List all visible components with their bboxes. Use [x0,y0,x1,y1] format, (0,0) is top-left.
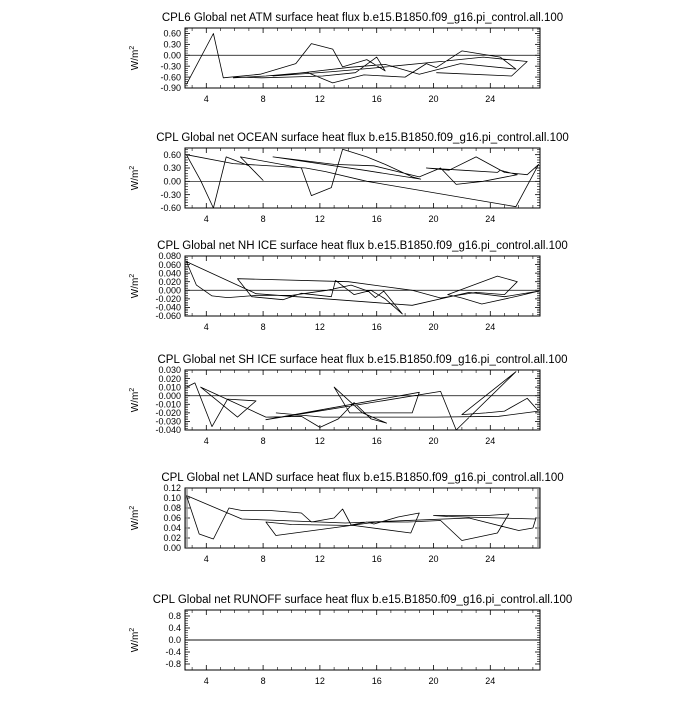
x-tick-label: 24 [485,436,496,446]
x-tick-label: 24 [485,214,496,224]
y-tick-label: -0.90 [160,83,181,94]
x-tick-label: 16 [371,436,382,446]
chart-panel-1 [129,132,569,224]
x-tick-label: 4 [203,554,209,564]
x-tick-label: 20 [428,214,439,224]
x-tick-label: 12 [314,214,325,224]
x-tick-label: 8 [260,554,266,564]
y-tick-label: 0.02 [163,533,181,544]
y-axis-label: $W/m^2$ [129,505,141,531]
chart-title: CPL Global net RUNOFF surface heat flux b.e15.B1850.f09_g16.pi_control.all.100 [152,594,573,606]
y-tick-label: 0.00 [163,543,181,554]
y-tick-label: 0.010 [158,382,181,393]
x-tick-label: 16 [371,214,382,224]
chart-panel-2 [129,240,568,332]
chart-title: CPL Global net LAND surface heat flux b.e15.B1850.f09_g16.pi_control.all.100 [161,472,564,484]
y-tick-label: 0.00 [163,176,181,187]
x-tick-label: 20 [428,554,439,564]
y-tick-label: -0.8 [165,659,181,670]
data-series-line [186,372,538,430]
y-tick-label: 0.030 [158,365,181,376]
y-tick-label: 0.30 [163,163,181,174]
y-tick-label: 0.10 [163,493,181,504]
data-series-line [186,262,538,314]
x-tick-label: 24 [485,554,496,564]
y-tick-label: -0.010 [155,399,181,410]
y-tick-label: -0.4 [165,647,181,658]
x-tick-label: 12 [314,322,325,332]
x-tick-label: 16 [371,322,382,332]
data-series-line [186,496,535,541]
x-tick-label: 24 [485,94,496,104]
y-tick-label: -0.060 [155,311,181,322]
y-tick-label: 0.04 [163,523,181,534]
chart-panel-4 [129,472,564,564]
x-tick-label: 20 [428,676,439,686]
y-tick-label: -0.040 [155,302,181,313]
y-axis-label: $W/m^2$ [129,273,141,299]
chart-title: CPL Global net NH ICE surface heat flux b.e15.B1850.f09_g16.pi_control.all.100 [157,240,568,252]
x-tick-label: 12 [314,676,325,686]
y-tick-label: -0.30 [160,189,181,200]
data-series-line [186,34,527,85]
y-axis-label: $W/m^2$ [129,627,141,653]
y-tick-label: 0.30 [163,39,181,50]
chart-title: CPL Global net SH ICE surface heat flux b.e15.B1850.f09_g16.pi_control.all.100 [157,354,568,366]
y-tick-label: 0.020 [158,373,181,384]
x-tick-label: 12 [314,94,325,104]
plot-frame [185,148,540,208]
x-tick-label: 24 [485,322,496,332]
y-tick-label: 0.000 [158,390,181,401]
y-tick-label: -0.020 [155,294,181,305]
x-tick-label: 16 [371,676,382,686]
x-tick-label: 8 [260,214,266,224]
x-tick-label: 4 [203,436,209,446]
data-series-line [186,149,538,208]
plot-frame [185,28,540,88]
x-tick-label: 16 [371,554,382,564]
x-tick-label: 20 [428,322,439,332]
x-tick-label: 4 [203,322,209,332]
y-axis-label: $W/m^2$ [129,45,141,71]
chart-panel-5 [129,594,572,686]
plot-frame [185,256,540,316]
y-tick-label: -0.030 [155,416,181,427]
x-tick-label: 8 [260,676,266,686]
x-tick-label: 20 [428,94,439,104]
x-tick-label: 8 [260,322,266,332]
y-tick-label: 0.0 [168,635,181,646]
y-tick-label: 0.60 [163,149,181,160]
y-tick-label: 0.040 [158,268,181,279]
y-tick-label: 0.020 [158,276,181,287]
x-tick-label: 16 [371,94,382,104]
chart-panel-3 [129,354,568,446]
x-tick-label: 8 [260,436,266,446]
y-tick-label: 0.000 [158,285,181,296]
y-tick-label: 0.60 [163,28,181,39]
y-tick-label: 0.00 [163,50,181,61]
y-tick-label: -0.60 [160,72,181,83]
y-tick-label: 0.4 [168,623,181,634]
x-tick-label: 24 [485,676,496,686]
y-tick-label: 0.08 [163,503,181,514]
y-tick-label: -0.30 [160,61,181,72]
x-tick-label: 12 [314,436,325,446]
x-tick-label: 12 [314,554,325,564]
x-tick-label: 20 [428,436,439,446]
chart-title: CPL Global net OCEAN surface heat flux b.e15.B1850.f09_g16.pi_control.all.100 [156,132,569,144]
y-tick-label: 0.080 [158,251,181,262]
y-tick-label: 0.060 [158,259,181,270]
y-axis-label: $W/m^2$ [129,387,141,413]
x-tick-label: 4 [203,94,209,104]
y-tick-label: 0.12 [163,483,181,494]
y-tick-label: 0.8 [168,611,181,622]
chart-panel-0 [129,12,563,104]
y-tick-label: -0.020 [155,408,181,419]
y-tick-label: -0.60 [160,203,181,214]
y-axis-label: $W/m^2$ [129,165,141,191]
y-tick-label: -0.040 [155,425,181,436]
x-tick-label: 4 [203,214,209,224]
x-tick-label: 8 [260,94,266,104]
chart-title: CPL6 Global net ATM surface heat flux b.e15.B1850.f09_g16.pi_control.all.100 [161,12,564,24]
y-tick-label: 0.06 [163,513,181,524]
x-tick-label: 4 [203,676,209,686]
